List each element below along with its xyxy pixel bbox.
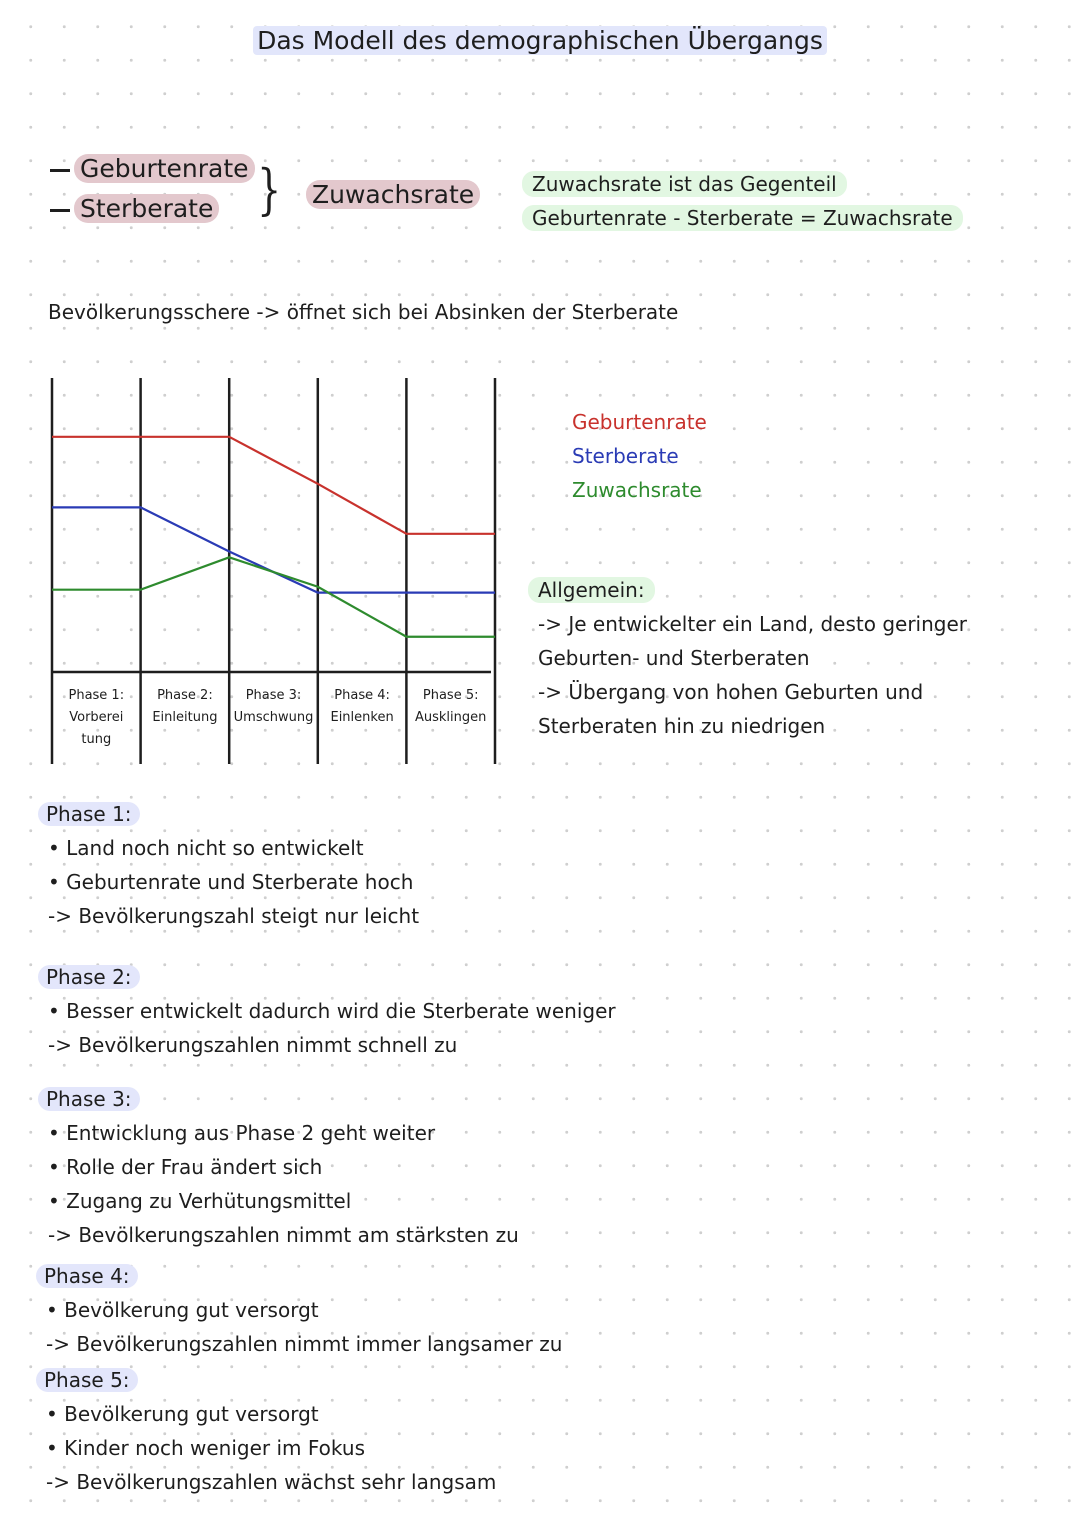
note-formula: Geburtenrate - Sterberate = Zuwachsrate: [522, 206, 963, 230]
chart-series: [52, 437, 495, 637]
phase-1-heading: Phase 1:: [38, 802, 140, 826]
allgemein-line: -> Übergang von hohen Geburten und: [538, 680, 924, 704]
term-death-rate: Sterberate: [50, 194, 219, 223]
phase-2-heading: Phase 2:: [38, 965, 140, 989]
demographic-transition-chart: [40, 370, 510, 770]
series-line-1: [52, 437, 495, 534]
note-opposite: Zuwachsrate ist das Gegenteil: [522, 172, 847, 196]
term-birth-rate: Geburtenrate: [50, 154, 255, 183]
series-line-3: [52, 557, 495, 636]
category-label-3: Phase 3: Umschwung: [233, 688, 314, 725]
allgemein-line: Sterberaten hin zu niedrigen: [538, 714, 826, 738]
phase-1-line: -> Bevölkerungszahl steigt nur leicht: [48, 904, 420, 928]
page-title: Das Modell des demographischen Übergangs: [0, 26, 1080, 55]
phase-3-line: -> Bevölkerungszahlen nimmt am stärksten zu: [48, 1223, 519, 1247]
term-growth-rate: Zuwachsrate: [306, 180, 480, 209]
phase-2-line: -> Bevölkerungszahlen nimmt schnell zu: [48, 1033, 458, 1057]
phase-1-line: • Geburtenrate und Sterberate hoch: [48, 870, 414, 894]
legend-growth-rate: Zuwachsrate: [572, 478, 702, 502]
legend-death-rate: Sterberate: [572, 444, 679, 468]
allgemein-line: Geburten- und Sterberaten: [538, 646, 810, 670]
dash-mark: [50, 169, 70, 172]
phase-5-heading: Phase 5:: [36, 1368, 138, 1392]
legend-birth-rate: Geburtenrate: [572, 410, 707, 434]
phase-5-line: -> Bevölkerungszahlen wächst sehr langsam: [46, 1470, 497, 1494]
phase-5-line: • Bevölkerung gut versorgt: [46, 1402, 319, 1426]
phase-3-line: • Entwicklung aus Phase 2 geht weiter: [48, 1121, 436, 1145]
phase-4-line: -> Bevölkerungszahlen nimmt immer langsamer zu: [46, 1332, 563, 1356]
category-label-4: Phase 4: Einlenken: [330, 688, 394, 725]
phase-1-line: • Land noch nicht so entwickelt: [48, 836, 364, 860]
scissors-statement: Bevölkerungsschere -> öffnet sich bei Absinken der Sterberate: [48, 300, 679, 324]
allgemein-line: -> Je entwickelter ein Land, desto geringer: [538, 612, 967, 636]
phase-3-heading: Phase 3:: [38, 1087, 140, 1111]
brace-icon: }: [257, 158, 282, 221]
category-label-2: Phase 2: Einleitung: [152, 688, 218, 725]
chart-category-labels: [68, 688, 486, 747]
phase-3-line: • Rolle der Frau ändert sich: [48, 1155, 323, 1179]
dash-mark: [50, 209, 70, 212]
category-label-5: Phase 5: Ausklingen: [415, 688, 487, 725]
category-label-1: Phase 1: Vorberei tung: [68, 688, 125, 747]
phase-5-line: • Kinder noch weniger im Fokus: [46, 1436, 365, 1460]
series-line-2: [52, 507, 495, 592]
phase-2-line: • Besser entwickelt dadurch wird die Sterberate weniger: [48, 999, 616, 1023]
phase-4-line: • Bevölkerung gut versorgt: [46, 1298, 319, 1322]
phase-4-heading: Phase 4:: [36, 1264, 138, 1288]
allgemein-heading: Allgemein:: [528, 578, 655, 602]
phase-3-line: • Zugang zu Verhütungsmittel: [48, 1189, 352, 1213]
